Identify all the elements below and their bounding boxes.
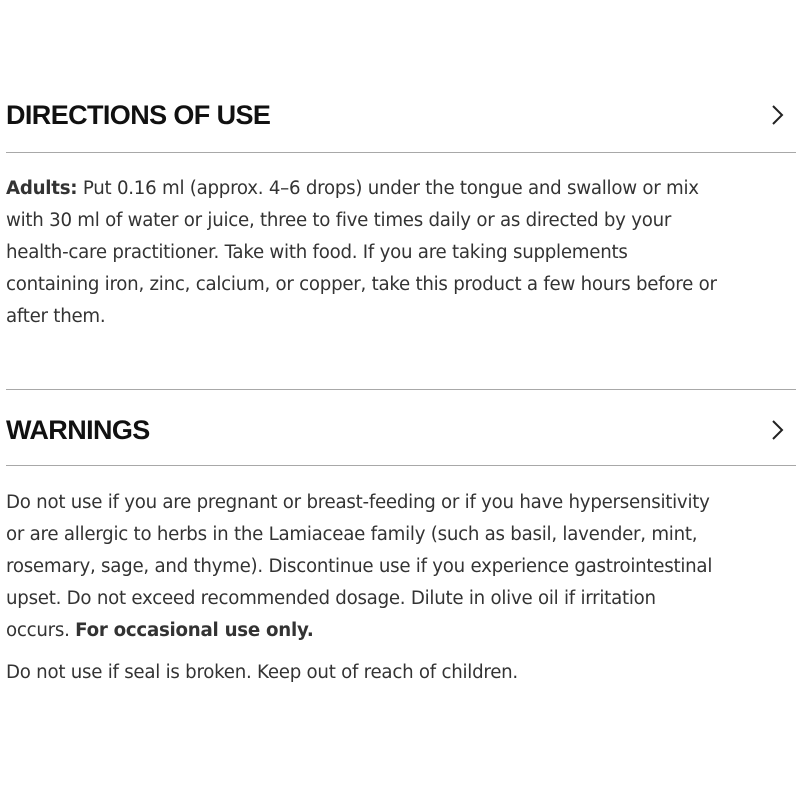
chevron-right-icon[interactable] xyxy=(768,103,788,127)
directions-section-header[interactable] xyxy=(6,95,796,135)
directions-line: with 30 ml of water or juice, three to five times daily or as directed by your xyxy=(6,210,672,231)
warnings-divider xyxy=(6,465,796,466)
section-divider xyxy=(6,389,796,390)
directions-text xyxy=(6,173,800,333)
directions-line: health-care practitioner. Take with food. If you are taking supplements xyxy=(6,242,628,263)
warnings-text xyxy=(6,487,800,647)
warnings-line: upset. Do not exceed recommended dosage. Dilute in olive oil if irritation xyxy=(6,588,656,609)
warnings-section-header[interactable] xyxy=(6,410,796,450)
directions-line-text: Put 0.16 ml (approx. 4–6 drops) under the tongue and swallow or mix xyxy=(77,178,699,199)
directions-divider xyxy=(6,152,796,153)
warnings-line xyxy=(6,615,800,647)
directions-title: DIRECTIONS OF USE xyxy=(6,100,271,130)
warnings-line-text: occurs. xyxy=(6,620,76,641)
warnings-line: rosemary, sage, and thyme). Discontinue use if you experience gastrointestinal xyxy=(6,556,713,577)
directions-lead-label: Adults: xyxy=(6,178,78,199)
warnings-note: Do not use if seal is broken. Keep out of reach of children. xyxy=(6,662,518,683)
directions-line: containing iron, zinc, calcium, or copper, take this product a few hours before or xyxy=(6,274,717,295)
warnings-line: Do not use if you are pregnant or breast-feeding or if you have hypersensitivity xyxy=(6,492,710,513)
directions-line xyxy=(6,173,800,205)
warnings-title: WARNINGS xyxy=(6,415,150,445)
warnings-line: or are allergic to herbs in the Lamiaceae family (such as basil, lavender, mint, xyxy=(6,524,698,545)
warnings-emphasis: For occasional use only. xyxy=(75,620,314,641)
chevron-right-icon[interactable] xyxy=(768,418,788,442)
directions-line: after them. xyxy=(6,306,106,327)
